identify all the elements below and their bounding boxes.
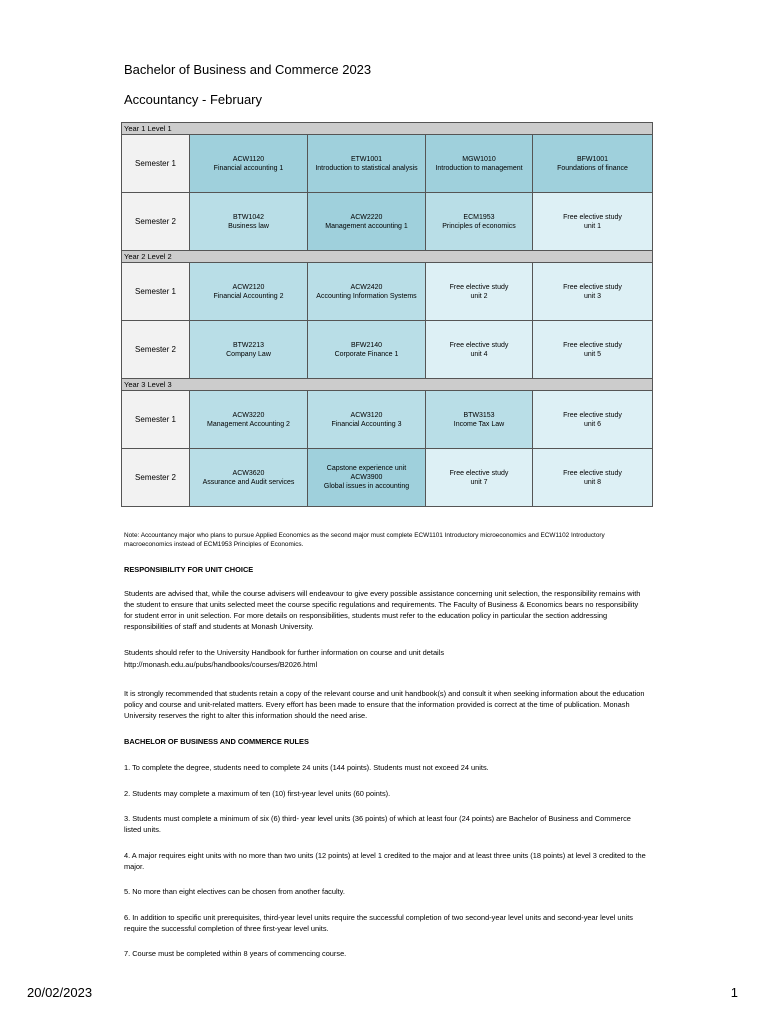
- unit-cell: [308, 263, 426, 321]
- handbook-url: http://monash.edu.au/pubs/handbooks/courses/B2026.html: [124, 660, 318, 669]
- unit-code: BFW2140: [350, 341, 383, 349]
- unit-name: unit 5: [583, 350, 602, 358]
- unit-cell: [308, 135, 426, 193]
- unit-code: ECM1953: [463, 213, 495, 221]
- unit-name: Management accounting 1: [325, 222, 408, 230]
- unit-name: unit 2: [470, 292, 488, 300]
- rule-item: 7. Course must be completed within 8 years of commencing course.: [124, 949, 347, 958]
- unit-code: ACW3620: [232, 469, 265, 477]
- footer-date: 20/02/2023: [27, 985, 93, 1000]
- unit-code: Free elective study: [449, 341, 509, 349]
- unit-code: ACW3120: [350, 411, 383, 419]
- unit-name: Company Law: [226, 350, 271, 358]
- unit-name: Management Accounting 2: [207, 420, 290, 428]
- rule-item: 5. No more than eight electives can be chosen from another faculty.: [124, 887, 345, 896]
- handbook-advice-paragraph: It is strongly recommended that students retain a copy of the relevant course and unit handbook(s) and consult it when seeking information about the education policy and course and unit-related matters. Every effort has been made to ensure that the information provided is correct at the time of publication. Monash University reserves the right to alter this information should the need arise.: [124, 689, 645, 720]
- unit-cell: [426, 321, 533, 379]
- semester-row: [122, 449, 653, 507]
- semester-label: Semester 2: [122, 449, 190, 507]
- unit-cell: [533, 193, 653, 251]
- unit-name: unit 8: [583, 478, 602, 486]
- semester-label: Semester 1: [122, 263, 190, 321]
- unit-code: Free elective study: [563, 283, 622, 291]
- rule-item: 4. A major requires eight units with no more than two units (12 points) at level 1 credited to the major and at least three units (18 points) at level 3 credited to the major.: [124, 851, 646, 871]
- unit-code: Free elective study: [563, 469, 622, 477]
- course-plan-table: [121, 122, 653, 507]
- unit-name: unit 3: [583, 292, 602, 300]
- unit-cell: [533, 391, 653, 449]
- unit-cell: [190, 263, 308, 321]
- semester-label: Semester 2: [122, 321, 190, 379]
- semester-row: [122, 135, 653, 193]
- unit-code: Free elective study: [563, 213, 622, 221]
- unit-name: Assurance and Audit services: [202, 478, 295, 486]
- semester-row: [122, 391, 653, 449]
- unit-name: Accounting Information Systems: [316, 292, 417, 300]
- unit-cell: [308, 391, 426, 449]
- semester-row: [122, 193, 653, 251]
- unit-name: Business law: [228, 222, 269, 230]
- unit-cell: [533, 321, 653, 379]
- unit-code: ACW1120: [232, 155, 265, 163]
- year-label: Year 1 Level 1: [122, 123, 653, 135]
- unit-code: BTW2213: [232, 341, 265, 349]
- unit-cell: [190, 193, 308, 251]
- semester-row: [122, 321, 653, 379]
- document-title: Bachelor of Business and Commerce 2023: [124, 62, 372, 77]
- unit-code: Free elective study: [449, 283, 509, 291]
- unit-code: MGW1010: [462, 155, 496, 163]
- unit-cell: [190, 449, 308, 507]
- unit-code: BTW1042: [232, 213, 265, 221]
- handbook-reference: Students should refer to the University Handbook for further information on course and unit details: [124, 648, 445, 657]
- page-number: 1: [730, 985, 738, 1000]
- unit-cell: [308, 193, 426, 251]
- unit-code: ACW2220: [350, 213, 383, 221]
- unit-name: unit 4: [470, 350, 488, 358]
- unit-name: Introduction to management: [435, 164, 523, 172]
- unit-cell: [533, 135, 653, 193]
- unit-code: ACW2120: [232, 283, 265, 291]
- rule-item: 2. Students may complete a maximum of ten (10) first-year level units (60 points).: [124, 789, 391, 798]
- unit-cell: [426, 193, 533, 251]
- unit-name: unit 6: [583, 420, 602, 428]
- unit-name: Principles of economics: [442, 222, 516, 230]
- unit-name: Introduction to statistical analysis: [315, 164, 418, 172]
- unit-name: Income Tax Law: [453, 420, 505, 428]
- rule-item: 6. In addition to specific unit prerequisites, third-year level units require the successful completion of two second-year level units and second-year level units require the successful completion of three first-year level units.: [124, 913, 633, 933]
- unit-cell: [426, 135, 533, 193]
- unit-cell: [190, 321, 308, 379]
- unit-cell: [426, 263, 533, 321]
- unit-name: Global issues in accounting: [323, 483, 410, 490]
- unit-cell: [190, 391, 308, 449]
- unit-code: Free elective study: [563, 411, 622, 419]
- unit-name: Financial Accounting 3: [331, 420, 402, 428]
- unit-name: unit 7: [470, 478, 488, 486]
- unit-cell: [533, 263, 653, 321]
- unit-code: Free elective study: [449, 469, 509, 477]
- unit-name: unit 1: [583, 222, 602, 230]
- unit-name: Corporate Finance 1: [334, 350, 399, 358]
- unit-name: Financial Accounting 2: [213, 292, 284, 300]
- semester-row: [122, 263, 653, 321]
- unit-cell: [426, 391, 533, 449]
- year-row: [122, 123, 653, 135]
- unit-code: ACW2420: [350, 283, 383, 291]
- semester-label: Semester 2: [122, 193, 190, 251]
- unit-cell: [533, 449, 653, 507]
- year-label: Year 3 Level 3: [122, 379, 653, 391]
- unit-code: Capstone experience unit ACW3900: [326, 465, 407, 481]
- unit-cell: [190, 135, 308, 193]
- unit-code: BFW1001: [576, 155, 609, 163]
- unit-name: Foundations of finance: [557, 164, 628, 172]
- responsibility-paragraph: Students are advised that, while the course advisers will endeavour to give every possible assistance concerning unit selection, the responsibility remains with the student to ensure that units selected meet the course specific regulations and requirements. The Faculty of Business & Economics bears no responsibility for student error in unit selection. For more details on responsibilities, students must refer to the education policy in particular the section addressing responsibilities of staff and students at Monash University.: [124, 589, 641, 631]
- document-subtitle: Accountancy - February: [124, 92, 263, 107]
- semester-label: Semester 1: [122, 135, 190, 193]
- unit-cell: [308, 321, 426, 379]
- responsibility-heading: RESPONSIBILITY FOR UNIT CHOICE: [124, 565, 254, 574]
- unit-code: ACW3220: [232, 411, 265, 419]
- year-row: [122, 251, 653, 263]
- unit-code: ETW1001: [350, 155, 383, 163]
- rule-item: 3. Students must complete a minimum of six (6) third- year level units (36 points) of which at least four (24 points) are Bachelor of Business and Commerce listed units.: [124, 814, 631, 834]
- rule-item: 1. To complete the degree, students need to complete 24 units (144 points). Students must not exceed 24 units.: [124, 763, 489, 772]
- unit-code: BTW3153: [463, 411, 495, 419]
- accountancy-note: Note: Accountancy major who plans to pursue Applied Economics as the second major must complete ECW1101 Introductory microeconomics and ECW1102 Introductory macroeconomics instead of ECM1953 Principles of Economics.: [124, 532, 605, 548]
- rules-heading: BACHELOR OF BUSINESS AND COMMERCE RULES: [124, 737, 309, 746]
- unit-cell: [426, 449, 533, 507]
- semester-label: Semester 1: [122, 391, 190, 449]
- year-label: Year 2 Level 2: [122, 251, 653, 263]
- unit-cell: [308, 449, 426, 507]
- unit-name: Financial accounting 1: [213, 164, 284, 172]
- unit-code: Free elective study: [563, 341, 622, 349]
- year-row: [122, 379, 653, 391]
